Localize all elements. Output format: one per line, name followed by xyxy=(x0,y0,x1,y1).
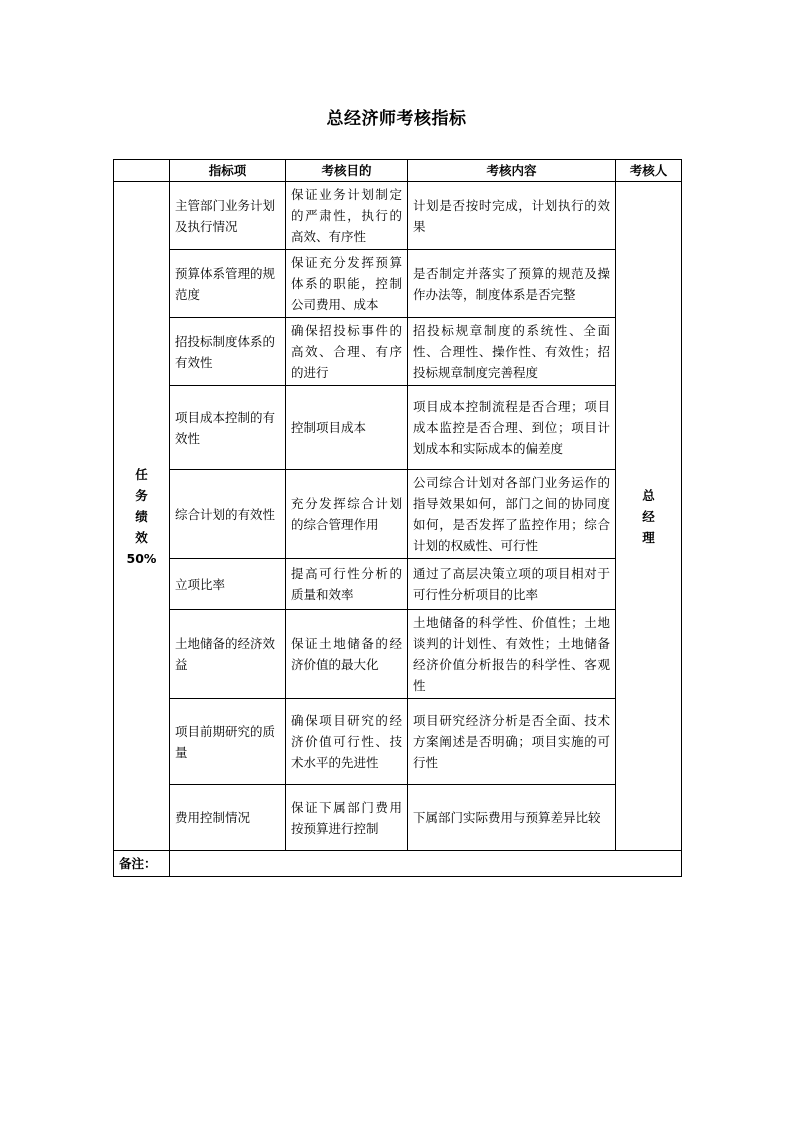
header-reviewer: 考核人 xyxy=(616,160,682,182)
notes-value xyxy=(170,851,682,877)
table-row xyxy=(114,470,682,559)
assessment-purpose: 控制项目成本 xyxy=(286,386,408,470)
table-row xyxy=(114,559,682,610)
indicator-item: 综合计划的有效性 xyxy=(170,470,286,559)
indicator-item: 招投标制度体系的有效性 xyxy=(170,318,286,386)
assessment-purpose: 确保项目研究的经济价值可行性、技术水平的先进性 xyxy=(286,699,408,785)
table-row xyxy=(114,610,682,699)
assessment-content: 项目研究经济分析是否全面、技术方案阐述是否明确；项目实施的可行性 xyxy=(408,699,616,785)
assessment-content: 土地储备的科学性、价值性；土地谈判的计划性、有效性；土地储备经济价值分析报告的科学性、客观性 xyxy=(408,610,616,699)
table-row xyxy=(114,699,682,785)
indicator-item: 主管部门业务计划及执行情况 xyxy=(170,182,286,250)
table-header-row xyxy=(114,160,682,182)
header-category xyxy=(114,160,170,182)
page-title: 总经济师考核指标 xyxy=(326,109,467,129)
table-row xyxy=(114,785,682,851)
header-purpose: 考核目的 xyxy=(286,160,408,182)
table-row xyxy=(114,182,682,250)
reviewer-char: 经 xyxy=(642,508,655,524)
notes-label: 备注： xyxy=(114,851,170,877)
reviewer-cell xyxy=(616,182,682,851)
table-row xyxy=(114,250,682,318)
header-content: 考核内容 xyxy=(408,160,616,182)
reviewer-char: 理 xyxy=(642,529,655,545)
indicator-item: 立项比率 xyxy=(170,559,286,610)
assessment-purpose: 确保招投标事件的高效、合理、有序的进行 xyxy=(286,318,408,386)
category-cell xyxy=(114,182,170,851)
category-char: 任 xyxy=(135,466,148,482)
table-row xyxy=(114,318,682,386)
notes-row xyxy=(114,851,682,877)
assessment-content: 招投标规章制度的系统性、全面性、合理性、操作性、有效性；招投标规章制度完善程度 xyxy=(408,318,616,386)
reviewer-char: 总 xyxy=(642,487,655,503)
category-char: 务 xyxy=(135,487,148,503)
assessment-purpose: 充分发挥综合计划的综合管理作用 xyxy=(286,470,408,559)
indicator-item: 费用控制情况 xyxy=(170,785,286,851)
assessment-content: 下属部门实际费用与预算差异比较 xyxy=(408,785,616,851)
category-char: 效 xyxy=(135,529,148,545)
assessment-content: 计划是否按时完成，计划执行的效果 xyxy=(408,182,616,250)
indicator-item: 土地储备的经济效益 xyxy=(170,610,286,699)
table-row xyxy=(114,386,682,470)
assessment-purpose: 保证下属部门费用按预算进行控制 xyxy=(286,785,408,851)
assessment-content: 是否制定并落实了预算的规范及操作办法等，制度体系是否完整 xyxy=(408,250,616,318)
assessment-purpose: 保证土地储备的经济价值的最大化 xyxy=(286,610,408,699)
header-item: 指标项 xyxy=(170,160,286,182)
assessment-purpose: 保证业务计划制定的严肃性，执行的高效、有序性 xyxy=(286,182,408,250)
category-char: 绩 xyxy=(135,508,148,524)
assessment-purpose: 提高可行性分析的质量和效率 xyxy=(286,559,408,610)
kpi-table xyxy=(113,159,682,877)
category-weight: 50% xyxy=(126,550,157,566)
indicator-item: 预算体系管理的规范度 xyxy=(170,250,286,318)
indicator-item: 项目前期研究的质量 xyxy=(170,699,286,785)
assessment-content: 项目成本控制流程是否合理；项目成本监控是否合理、到位；项目计划成本和实际成本的偏差度 xyxy=(408,386,616,470)
assessment-content: 通过了高层决策立项的项目相对于可行性分析项目的比率 xyxy=(408,559,616,610)
assessment-content: 公司综合计划对各部门业务运作的指导效果如何，部门之间的协同度如何，是否发挥了监控作用；综合计划的权威性、可行性 xyxy=(408,470,616,559)
assessment-purpose: 保证充分发挥预算体系的职能，控制公司费用、成本 xyxy=(286,250,408,318)
indicator-item: 项目成本控制的有效性 xyxy=(170,386,286,470)
